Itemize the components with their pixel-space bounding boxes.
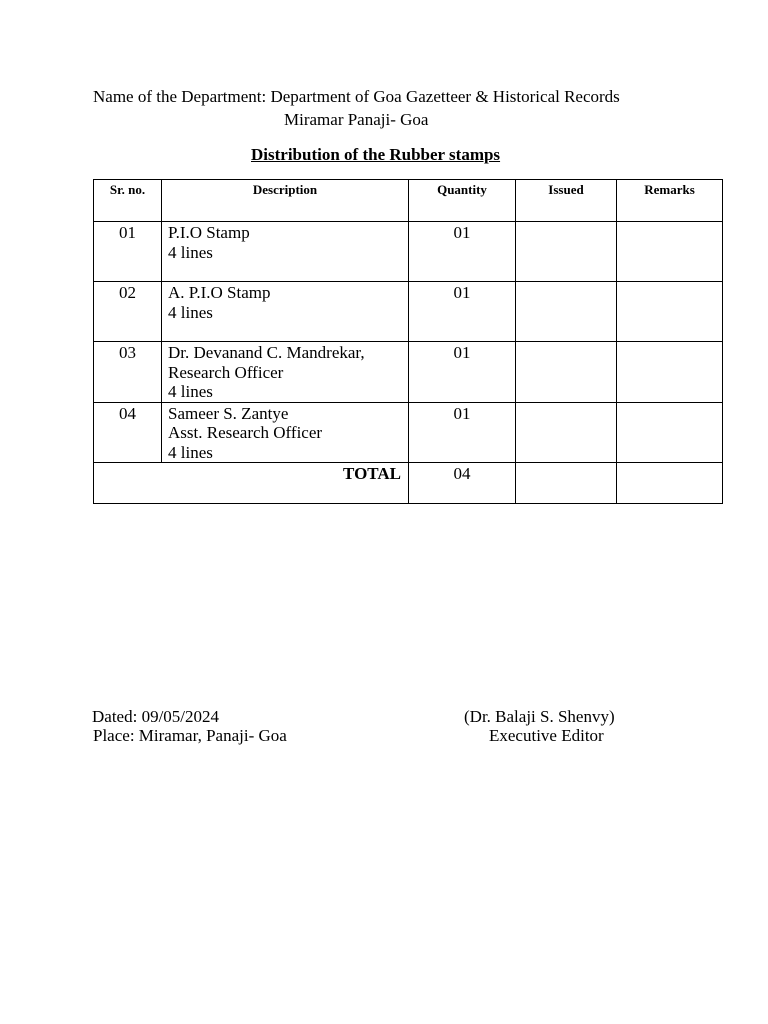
cell-sr-no: 02 [94,282,162,342]
cell-sr-no: 04 [94,402,162,463]
cell-quantity: 01 [409,402,516,463]
description-line: 4 lines [168,442,213,462]
description-line: A. P.I.O Stamp [168,283,271,302]
cell-sr-no: 01 [94,222,162,282]
cell-remarks [617,282,723,342]
description-line: Asst. Research Officer [168,423,323,442]
signatory-designation: Executive Editor [489,726,604,745]
description-line: 4 lines [168,382,213,401]
table-header-row [94,180,723,222]
signatory-name: (Dr. Balaji S. Shenvy) [464,707,615,726]
cell-quantity: 01 [409,282,516,342]
dated-text: Dated: 09/05/2024 [92,707,220,726]
cell-remarks [617,222,723,282]
stamps-table [93,179,723,504]
description-line: P.I.O Stamp [168,223,250,242]
total-label: TOTAL [94,463,409,504]
description-line: 4 lines [168,242,213,262]
place-text: Place: Miramar, Panaji- Goa [93,726,287,745]
column-header-sr-no: Sr. no. [94,180,162,222]
department-address: Miramar Panaji- Goa [284,110,429,129]
total-row [94,463,723,504]
column-header-quantity: Quantity [409,180,516,222]
total-quantity: 04 [409,463,516,504]
cell-issued [516,402,617,463]
cell-sr-no: 03 [94,342,162,403]
table-row [94,402,723,463]
description-line: Sameer S. Zantye [168,403,289,423]
cell-description [162,342,409,403]
cell-remarks [617,342,723,403]
column-header-remarks: Remarks [617,180,723,222]
description-line: Research Officer [168,362,284,382]
cell-issued [516,282,617,342]
cell-issued [516,222,617,282]
column-header-description: Description [162,180,409,222]
cell-description [162,222,409,282]
cell-description [162,282,409,342]
document-title: Distribution of the Rubber stamps [251,145,501,164]
cell-remarks [617,402,723,463]
table-row [94,222,723,282]
column-header-issued: Issued [516,180,617,222]
description-line: Dr. Devanand C. Mandrekar, [168,343,365,362]
department-name: Name of the Department: Department of Goa Gazetteer & Historical Records [93,87,620,106]
description-line: 4 lines [168,302,213,322]
cell-quantity: 01 [409,222,516,282]
table-row [94,282,723,342]
cell-remarks [617,463,723,504]
cell-issued [516,463,617,504]
cell-issued [516,342,617,403]
cell-description [162,402,409,463]
cell-quantity: 01 [409,342,516,403]
table-row [94,342,723,403]
